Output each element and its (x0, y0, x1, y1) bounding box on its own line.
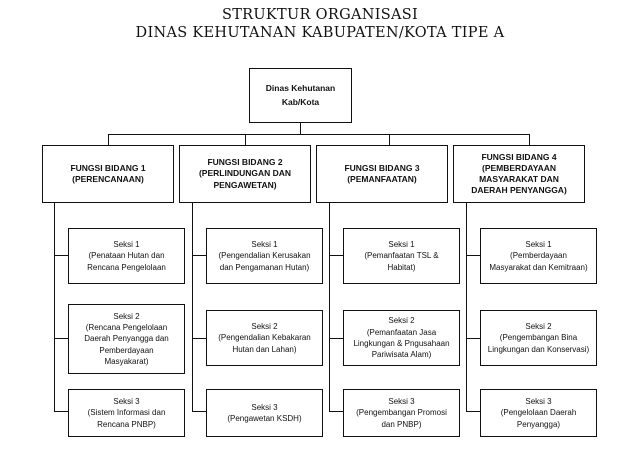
seksi-line: Seksi 3 (251, 402, 278, 412)
branch-b1-s2 (54, 338, 68, 339)
spine-bidang-3 (329, 203, 330, 411)
bidang-1-line: (PERENCANAAN) (72, 174, 144, 184)
bidang-4-line: DAERAH PENYANGGA) (471, 185, 567, 196)
bidang-4-line: MASYARAKAT DAN (479, 174, 559, 184)
seksi-line: Daerah Penyangga dan (84, 334, 169, 344)
seksi-line: Pemberdayaan (99, 345, 154, 355)
seksi-line: (Pemanfaatan TSL & (364, 251, 439, 261)
branch-b2-s2 (192, 338, 206, 339)
seksi-line: (Pengembangan Promosi (356, 408, 447, 418)
seksi-line: (Penataan Hutan dan (88, 251, 165, 261)
seksi-line: (Rencana Pengelolaan (85, 322, 168, 332)
seksi-line: (Pengembangan Bina (499, 333, 578, 343)
seksi-line: Seksi 1 (113, 239, 140, 249)
seksi-1-box (480, 228, 597, 284)
seksi-line: Seksi 3 (113, 396, 140, 406)
bidang-4-line: FUNGSI BIDANG 4 (481, 151, 557, 162)
seksi-1-box (68, 228, 185, 284)
seksi-line: (Pengawetan KSDH) (227, 414, 302, 423)
chart-title-line-2: DINAS KEHUTANAN KABUPATEN/KOTA TIPE A (135, 25, 505, 41)
seksi-line: Seksi 3 (388, 396, 415, 406)
dinas-box-line-2: Kab/Kota (281, 96, 320, 107)
bidang-2-line: (PERLINDUNGAN DAN (198, 168, 292, 179)
branch-b3-s1 (329, 255, 343, 256)
bidang-2-line: PENGAWETAN) (213, 179, 277, 190)
connector-horizontal-bus (108, 134, 530, 135)
branch-b4-s3 (466, 411, 480, 412)
branch-b4-s2 (466, 338, 480, 339)
seksi-line: Seksi 2 (388, 316, 415, 326)
seksi-2-box (480, 310, 597, 366)
spine-bidang-4 (466, 203, 467, 411)
branch-b2-s3 (192, 411, 206, 412)
branch-b3-s3 (329, 411, 343, 412)
seksi-line: Masyarakat dan Kemitraan) (489, 262, 588, 272)
seksi-line: dan PNBP) (381, 419, 422, 429)
seksi-line: Seksi 1 (251, 239, 278, 249)
branch-b3-s2 (329, 338, 343, 339)
bidang-1-box (42, 145, 174, 203)
dinas-kehutanan-box (249, 68, 352, 123)
branch-b1-s1 (54, 255, 68, 256)
connector-bidang-4 (529, 134, 530, 145)
dinas-box-line-1: Dinas Kehutanan (265, 82, 336, 93)
bidang-2-box (179, 145, 311, 203)
seksi-line: (Pengelolaan Daerah (500, 408, 577, 418)
seksi-3-box (480, 389, 597, 437)
bidang-3-box (316, 145, 448, 203)
seksi-3-box (206, 389, 323, 437)
seksi-3-box (343, 389, 460, 437)
bidang-1-line: FUNGSI BIDANG 1 (70, 162, 146, 173)
bidang-3-line: (PEMANFAATAN) (347, 174, 417, 184)
seksi-line: Seksi 3 (525, 396, 552, 406)
seksi-2-box (343, 310, 460, 366)
seksi-2-box (68, 304, 185, 374)
connector-top-vertical (300, 123, 301, 134)
seksi-line: Lingkungan & Pngusahaan (353, 339, 450, 348)
seksi-1-box (343, 228, 460, 284)
seksi-line: Seksi 2 (251, 321, 278, 331)
bidang-4-box (453, 145, 585, 203)
seksi-line: Seksi 1 (388, 239, 415, 249)
seksi-line: Seksi 1 (525, 239, 552, 249)
seksi-line: (Pemanfaatan Jasa (366, 327, 437, 337)
seksi-2-box (206, 310, 323, 366)
seksi-line: Seksi 2 (525, 321, 552, 331)
bidang-3-line: FUNGSI BIDANG 3 (344, 162, 420, 173)
connector-bidang-2 (245, 134, 246, 145)
seksi-1-box (206, 228, 323, 284)
spine-bidang-2 (192, 203, 193, 411)
seksi-line: (Pemberdayaan (510, 251, 567, 261)
connector-bidang-1 (108, 134, 109, 145)
seksi-line: Seksi 2 (113, 311, 140, 321)
connector-bidang-3 (389, 134, 390, 145)
spine-bidang-1 (54, 203, 55, 411)
seksi-line: Masyakarat) (104, 357, 149, 367)
branch-b4-s1 (466, 255, 480, 256)
seksi-line: (Pengendalian Kerusakan (218, 251, 311, 261)
seksi-3-box (68, 389, 185, 437)
seksi-line: Lingkungan dan Konservasi) (487, 344, 590, 354)
seksi-line: Hutan dan Lahan) (232, 344, 297, 354)
branch-b2-s1 (192, 255, 206, 256)
seksi-line: Habitat) (387, 262, 416, 272)
seksi-line: Rencana PNBP) (97, 419, 156, 429)
seksi-line: (Sistem Informasi dan (87, 408, 166, 418)
bidang-4-line: (PEMBERDAYAAN (482, 162, 556, 173)
seksi-line: Penyangga) (516, 419, 561, 429)
seksi-line: (Pengendalian Kebakaran (218, 333, 311, 343)
chart-title-line-1: STRUKTUR ORGANISASI (221, 7, 419, 23)
bidang-2-line: FUNGSI BIDANG 2 (207, 157, 283, 168)
seksi-line: dan Pengamanan Hutan) (219, 262, 310, 272)
seksi-line: Pariwisata Alam) (371, 350, 432, 360)
seksi-line: Rencana Pengelolaan (87, 262, 166, 272)
branch-b1-s3 (54, 411, 68, 412)
